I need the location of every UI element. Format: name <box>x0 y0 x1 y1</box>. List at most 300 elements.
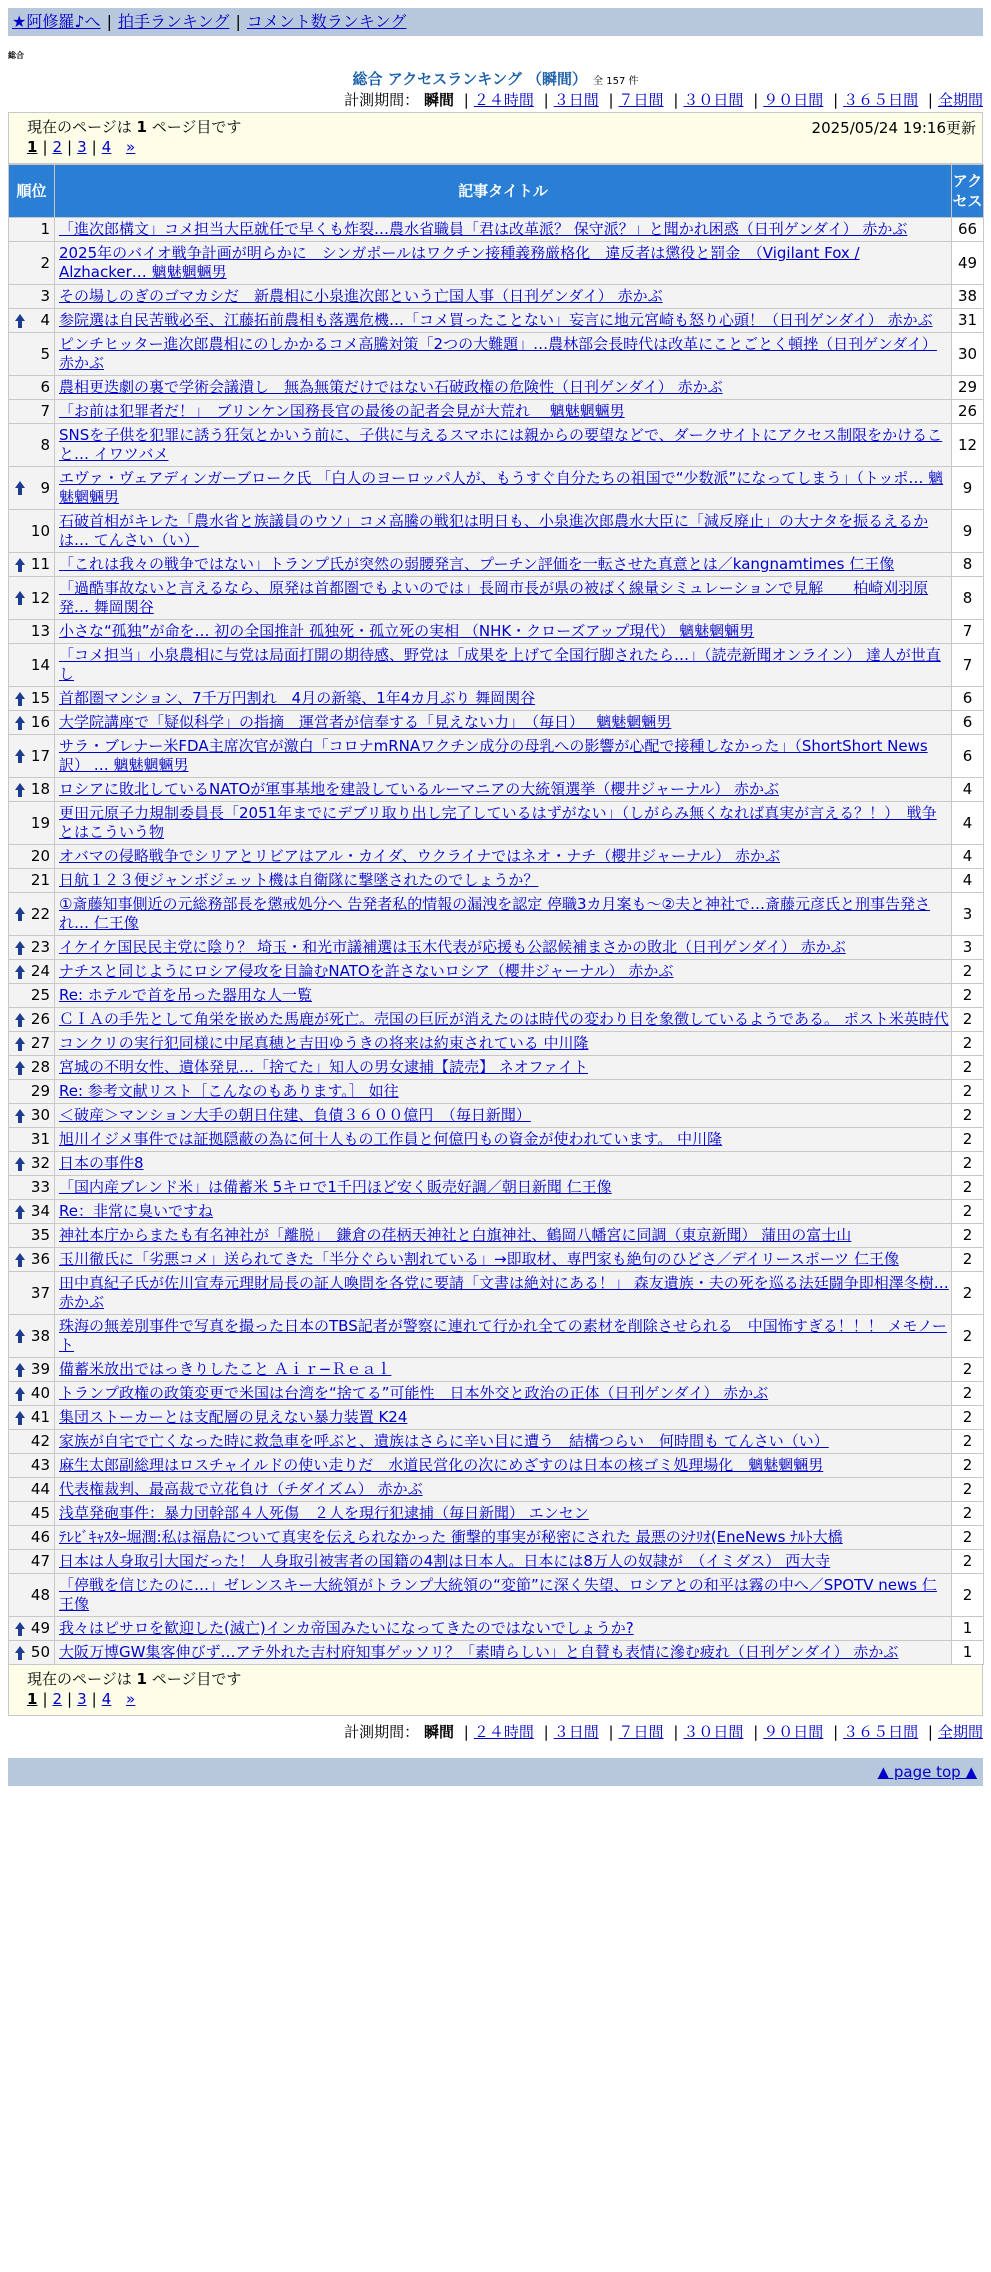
col-access-header: アクセス <box>952 165 984 218</box>
title-cell <box>55 893 952 936</box>
access-count: 49 <box>952 242 984 285</box>
access-count: 2 <box>952 1358 984 1382</box>
access-count: 2 <box>952 1550 984 1574</box>
period-90d[interactable]: ９０日間 <box>763 91 824 109</box>
rank-number: 34 <box>30 1202 50 1220</box>
table-row <box>9 1008 984 1032</box>
article-link[interactable]: ①斎藤知事側近の元総務部長を懲戒処分へ 告発者私的情報の漏洩を認定 停職3カ月案も～②夫と神社で…斎藤元彦氏と刑事告発され… 仁王像 <box>59 895 930 932</box>
title-cell <box>55 400 952 424</box>
title-cell <box>55 285 952 309</box>
rank-cell <box>9 960 55 984</box>
title-cell <box>55 1358 952 1382</box>
access-count: 2 <box>952 1224 984 1248</box>
rank-cell <box>9 1080 55 1104</box>
article-link[interactable]: ＣＩＡの手先として角栄を嵌めた馬鹿が死亡。売国の巨匠が消えたのは時代の変わり目を象徴しているようである。 ポスト米英時代 <box>59 1010 949 1028</box>
pagination: 1 | 2 | 3 | 4 » <box>27 138 136 156</box>
access-count: 2 <box>952 1382 984 1406</box>
title-cell <box>55 1104 952 1128</box>
rank-cell <box>9 869 55 893</box>
title-cell <box>55 845 952 869</box>
title-cell <box>55 242 952 285</box>
table-row <box>9 285 984 309</box>
table-row <box>9 1617 984 1641</box>
rank-cell <box>9 242 55 285</box>
article-link[interactable]: 我々はピサロを歓迎した(滅亡)インカ帝国みたいになってきたのではないでしょうか? <box>59 1619 634 1637</box>
title-cell <box>55 1200 952 1224</box>
period-label: 計測期間： <box>344 91 420 109</box>
rank-up-arrow-icon <box>15 783 25 790</box>
pager-info: 現在のページは 1 ページ目です <box>27 118 242 136</box>
access-count: 2 <box>952 960 984 984</box>
rank-up-arrow-icon <box>15 558 25 565</box>
access-count: 26 <box>952 400 984 424</box>
rank-cell <box>9 1224 55 1248</box>
title-cell <box>55 711 952 735</box>
access-count: 31 <box>952 309 984 333</box>
access-count: 6 <box>952 735 984 778</box>
access-count: 2 <box>952 1478 984 1502</box>
article-link[interactable]: エヴァ・ヴェアディンガーブローク氏 「白人のヨーロッパ人が、もうすぐ自分たちの祖国で“少数派”になってしまう」（トッポ… 魑魅魍魎男 <box>59 469 944 506</box>
pager-top <box>8 112 983 164</box>
table-row <box>9 960 984 984</box>
rank-cell <box>9 333 55 376</box>
access-count: 4 <box>952 778 984 802</box>
article-link[interactable]: ＜破産＞マンション大手の朝日住建、負債３６００億円 （毎日新聞） <box>59 1106 531 1124</box>
rank-number: 41 <box>30 1408 50 1426</box>
table-row <box>9 1056 984 1080</box>
page-current: 1 <box>27 138 38 156</box>
rank-number: 49 <box>30 1619 50 1637</box>
table-row <box>9 1406 984 1430</box>
page-link-3-bottom[interactable]: 3 <box>77 1690 87 1708</box>
table-row <box>9 1502 984 1526</box>
title-cell <box>55 869 952 893</box>
article-link[interactable]: トランプ政権の政策変更で米国は台湾を“捨てる”可能性 日本外交と政治の正体（日刊ゲンダイ） 赤かぶ <box>59 1384 769 1402</box>
article-link[interactable]: 参院選は自民苦戦必至、江藤拓前農相も落選危機…「コメ買ったことない」妄言に地元宮崎も怒り心頭！（日刊ゲンダイ） 赤かぶ <box>59 311 933 329</box>
access-count: 2 <box>952 1104 984 1128</box>
rank-up-arrow-icon <box>15 1013 25 1020</box>
table-row <box>9 218 984 242</box>
period-365d-bottom[interactable]: ３６５日間 <box>843 1723 919 1741</box>
rank-number: 20 <box>30 847 50 865</box>
title-cell <box>55 1056 952 1080</box>
article-link[interactable]: その場しのぎのゴマカシだ 新農相に小泉進次郎という亡国人事（日刊ゲンダイ） 赤かぶ <box>59 287 663 305</box>
article-link[interactable]: サラ・ブレナー米FDA主席次官が激白「コロナmRNAワクチン成分の母乳への影響が心配で接種しなかった」（ShortShort News訳） … 魑魅魍魎男 <box>59 737 928 774</box>
rank-number: 33 <box>30 1178 50 1196</box>
footer-bar <box>8 1758 983 1786</box>
page-link-2-bottom[interactable]: 2 <box>52 1690 63 1708</box>
article-link[interactable]: 浅草発砲事件：暴力団幹部４人死傷 ２人を現行犯逮捕（毎日新聞） エンセン <box>59 1504 589 1522</box>
article-link[interactable]: 「お前は犯罪者だ！」 ブリンケン国務長官の最後の記者会見が大荒れ 魑魅魍魎男 <box>59 402 625 420</box>
rank-number: 18 <box>30 780 50 798</box>
rank-cell <box>9 1641 55 1665</box>
page-title <box>8 68 983 88</box>
page-link-2[interactable]: 2 <box>52 138 63 156</box>
rank-number: 5 <box>40 344 50 363</box>
rank-number: 35 <box>30 1226 50 1244</box>
table-row <box>9 1526 984 1550</box>
category-label: 総合 <box>8 51 24 60</box>
rank-up-arrow-icon <box>15 941 25 948</box>
access-count: 2 <box>952 1056 984 1080</box>
col-rank-header: 順位 <box>9 165 55 218</box>
table-row <box>9 802 984 845</box>
article-link[interactable]: 神社本庁からまたも有名神社が「離脱」 鎌倉の荏柄天神社と白旗神社、鶴岡八幡宮に同調（東京新聞） 蒲田の富士山 <box>59 1226 852 1244</box>
article-link[interactable]: ナチスと同じようにロシア侵攻を目論むNATOを許さないロシア（櫻井ジャーナル） 赤かぶ <box>59 962 674 980</box>
title-cell <box>55 1315 952 1358</box>
rank-cell <box>9 1128 55 1152</box>
table-row <box>9 242 984 285</box>
pager-info-bottom: 現在のページは 1 ページ目です <box>27 1670 242 1688</box>
title-cell <box>55 1526 952 1550</box>
rank-up-arrow-icon <box>15 1109 25 1116</box>
rank-number: 3 <box>40 287 50 305</box>
title-cell <box>55 1248 952 1272</box>
article-link[interactable]: 田中真紀子氏が佐川宣寿元理財局長の証人喚問を各党に要請「文書は絶対にある！」 森友遺族・夫の死を巡る法廷闘争即相澤冬樹… 赤かぶ <box>59 1274 949 1311</box>
rank-number: 31 <box>30 1130 50 1148</box>
article-link[interactable]: Re：非常に臭いですね <box>59 1202 213 1220</box>
article-link[interactable]: ﾃﾚﾋﾞｷｬｽﾀｰ堀潤:私は福島について真実を伝えられなかった 衝撃的事実が秘密にされた 最悪のｼﾅﾘｵ(EneNews ﾅﾙﾄ大橋 <box>59 1528 843 1546</box>
rank-up-arrow-icon <box>15 1205 25 1212</box>
table-row <box>9 1224 984 1248</box>
title-cell <box>55 309 952 333</box>
access-count: 2 <box>952 1200 984 1224</box>
rank-number: 8 <box>40 435 50 454</box>
article-link[interactable]: 「コメ担当」小泉農相に与党は局面打開の期待感、野党は「成果を上げて全国行脚されたら…」（読売新聞オンライン） 達人が世直し <box>59 646 941 683</box>
period-3d-bottom[interactable]: ３日間 <box>553 1723 599 1741</box>
article-link[interactable]: 「過酷事故ないと言えるなら、原発は首都圏でもよいのでは」長岡市長が県の被ばく線量シミュレーションで見解 柏崎刈羽原発… 舞岡関谷 <box>59 579 929 616</box>
rank-cell <box>9 1430 55 1454</box>
article-link[interactable]: SNSを子供を犯罪に誘う狂気とかいう前に、子供に与えるスマホには親からの要望などで、ダークサイトにアクセス制限をかけること… イワツバメ <box>59 426 943 463</box>
title-cell <box>55 333 952 376</box>
period-30d-bottom[interactable]: ３０日間 <box>683 1723 744 1741</box>
rank-cell <box>9 1526 55 1550</box>
home-link[interactable]: ★阿修羅♪へ <box>12 12 101 31</box>
access-count: 6 <box>952 687 984 711</box>
article-link[interactable]: ロシアに敗北しているNATOが軍事基地を建設しているルーマニアの大統領選挙（櫻井ジャーナル） 赤かぶ <box>59 780 780 798</box>
period-7d-bottom[interactable]: ７日間 <box>618 1723 664 1741</box>
rank-number: 17 <box>30 746 50 765</box>
access-count: 9 <box>952 467 984 510</box>
rank-number: 29 <box>30 1082 50 1100</box>
access-count: 7 <box>952 644 984 687</box>
rank-cell <box>9 1382 55 1406</box>
period-365d[interactable]: ３６５日間 <box>843 91 919 109</box>
title-cell <box>55 376 952 400</box>
table-row <box>9 400 984 424</box>
article-link[interactable]: 日本の事件8 <box>59 1154 144 1172</box>
rank-number: 11 <box>30 555 50 573</box>
period-24h-bottom[interactable]: ２４時間 <box>473 1723 534 1741</box>
table-row <box>9 1104 984 1128</box>
article-link[interactable]: 「国内産ブレンド米」は備蓄米 5キロで1千円ほど安く販売好調／朝日新聞 仁王像 <box>59 1178 612 1196</box>
table-row <box>9 309 984 333</box>
pager-bottom <box>8 1665 983 1716</box>
pagination-bottom: 1 | 2 | 3 | 4 » <box>27 1690 136 1708</box>
period-selector-top: 計測期間： 瞬間 | ２４時間 | ３日間 | ７日間 | ３０日間 | ９０日間 | ３６５日間 | 全期間 <box>344 91 983 109</box>
article-link[interactable]: コンクリの実行犯同様に中尾真穂と吉田ゆうきの将来は約束されている 中川隆 <box>59 1034 589 1052</box>
rank-up-arrow-icon <box>15 749 25 756</box>
page-next-bottom[interactable]: » <box>126 1690 136 1708</box>
article-link[interactable]: 「これは我々の戦争ではない」トランプ氏が突然の弱腰発言、プーチン評価を一転させた真意とは／kangnamtimes 仁王像 <box>59 555 895 573</box>
rank-cell <box>9 424 55 467</box>
access-count: 2 <box>952 1032 984 1056</box>
access-count: 2 <box>952 1008 984 1032</box>
rank-cell <box>9 1478 55 1502</box>
rank-cell <box>9 936 55 960</box>
title-cell <box>55 577 952 620</box>
access-count: 2 <box>952 1502 984 1526</box>
rank-cell <box>9 218 55 242</box>
access-count: 2 <box>952 1272 984 1315</box>
article-link[interactable]: 「停戦を信じたのに…」ゼレンスキー大統領がトランプ大統領の“変節”に深く失望、ロシアとの和平は霧の中へ／SPOTV news 仁王像 <box>59 1576 937 1613</box>
rank-cell <box>9 510 55 553</box>
period-7d[interactable]: ７日間 <box>618 91 664 109</box>
rank-cell <box>9 644 55 687</box>
title-cell <box>55 1176 952 1200</box>
rank-number: 12 <box>30 588 50 607</box>
article-link[interactable]: 大阪万博GW集客伸びず…アテ外れた吉村府知事ゲッソリ？「素晴らしい」と自賛も表情に滲む疲れ（日刊ゲンダイ） 赤かぶ <box>59 1643 899 1661</box>
article-link[interactable]: 更田元原子力規制委員長「2051年までにデブリ取り出し完了しているはずがない」（しがらみ無くなれば真実が言える？！） 戦争とはこういう物 <box>59 804 937 841</box>
access-count: 2 <box>952 1248 984 1272</box>
rank-cell <box>9 1617 55 1641</box>
rank-cell <box>9 735 55 778</box>
rank-cell <box>9 687 55 711</box>
rank-cell <box>9 553 55 577</box>
table-row <box>9 1430 984 1454</box>
rank-cell <box>9 620 55 644</box>
period-all[interactable]: 全期間 <box>937 91 983 109</box>
access-count: 66 <box>952 218 984 242</box>
table-row <box>9 845 984 869</box>
rank-number: 48 <box>30 1585 50 1604</box>
access-count: 2 <box>952 1315 984 1358</box>
title-cell <box>55 936 952 960</box>
rank-number: 43 <box>30 1456 50 1474</box>
rank-number: 27 <box>30 1034 50 1052</box>
rank-number: 42 <box>30 1432 50 1450</box>
rank-number: 13 <box>30 622 50 640</box>
article-link[interactable]: 石破首相がキレた「農水省と族議員のウソ」コメ高騰の戦犯は明日も、小泉進次郎農水大臣に「減反廃止」の大ナタを振るえるかは… てんさい（い） <box>59 512 929 549</box>
rank-number: 46 <box>30 1528 50 1546</box>
title-cell <box>55 1430 952 1454</box>
title-cell <box>55 1080 952 1104</box>
article-link[interactable]: 小さな“孤独”が命を… 初の全国推計 孤独死・孤立死の実相 （NHK・クローズアップ現代） 魑魅魍魎男 <box>59 622 755 640</box>
access-count: 2 <box>952 1152 984 1176</box>
rank-up-arrow-icon <box>15 1037 25 1044</box>
table-header-row <box>9 165 984 218</box>
title-cell <box>55 1272 952 1315</box>
rank-number: 28 <box>30 1058 50 1076</box>
title-cell <box>55 218 952 242</box>
page-link-4-bottom[interactable]: 4 <box>101 1690 112 1708</box>
access-count: 2 <box>952 1526 984 1550</box>
access-count: 12 <box>952 424 984 467</box>
title-cell <box>55 467 952 510</box>
article-link[interactable]: イケイケ国民民主党に陰り？ 埼玉・和光市議補選は玉木代表が応援も公認候補まさかの敗北（日刊ゲンダイ） 赤かぶ <box>59 938 846 956</box>
period-current: 瞬間 <box>423 91 454 109</box>
title-cell <box>55 1008 952 1032</box>
title-cell <box>55 1574 952 1617</box>
rank-number: 4 <box>40 311 50 329</box>
title-cell <box>55 1152 952 1176</box>
rank-up-arrow-icon <box>15 1363 25 1370</box>
rank-up-arrow-icon <box>15 1646 25 1653</box>
access-count: 29 <box>952 376 984 400</box>
access-count: 9 <box>952 510 984 553</box>
table-row <box>9 376 984 400</box>
table-row <box>9 1248 984 1272</box>
page-link-4[interactable]: 4 <box>101 138 112 156</box>
rank-number: 7 <box>40 402 50 420</box>
rank-up-arrow-icon <box>15 907 25 914</box>
article-link[interactable]: 旭川イジメ事件では証拠隠蔽の為に何十人もの工作員と何億円もの資金が使われています。 中川隆 <box>59 1130 723 1148</box>
title-cell <box>55 1382 952 1406</box>
title-cell <box>55 1406 952 1430</box>
article-link[interactable]: 珠海の無差別事件で写真を撮った日本のTBS記者が警察に連れて行かれ全ての素材を削除させられる 中国怖すぎる！！！ メモノート <box>59 1317 947 1354</box>
title-cell <box>55 510 952 553</box>
article-link[interactable]: 「進次郎構文」コメ担当大臣就任で早くも炸裂…農水省職員「君は改革派？ 保守派？」と聞かれ困惑（日刊ゲンダイ） 赤かぶ <box>59 220 908 238</box>
rank-cell <box>9 1152 55 1176</box>
table-row <box>9 1315 984 1358</box>
rank-number: 36 <box>30 1250 50 1268</box>
title-cell <box>55 1128 952 1152</box>
rank-cell <box>9 577 55 620</box>
rank-cell <box>9 1574 55 1617</box>
table-row <box>9 424 984 467</box>
period-30d[interactable]: ３０日間 <box>683 91 744 109</box>
rank-up-arrow-icon <box>15 591 25 598</box>
table-row <box>9 333 984 376</box>
table-row <box>9 1574 984 1617</box>
rank-number: 16 <box>30 713 50 731</box>
table-row <box>9 1454 984 1478</box>
rank-cell <box>9 1008 55 1032</box>
rank-cell <box>9 285 55 309</box>
rank-up-arrow-icon <box>15 481 25 488</box>
rank-number: 22 <box>30 904 50 923</box>
table-row <box>9 893 984 936</box>
col-title-header: 記事タイトル <box>55 165 952 218</box>
article-link[interactable]: 備蓄米放出ではっきりしたこと Ａｉｒ−Ｒｅａｌ <box>59 1360 392 1378</box>
article-link[interactable]: Re: ホテルで首を吊った器用な人一覧 <box>59 986 313 1004</box>
access-count: 2 <box>952 1406 984 1430</box>
rank-number: 10 <box>30 521 50 540</box>
rank-cell <box>9 1176 55 1200</box>
table-row <box>9 1176 984 1200</box>
access-count: 2 <box>952 1574 984 1617</box>
table-row <box>9 936 984 960</box>
period-24h[interactable]: ２４時間 <box>473 91 534 109</box>
rank-number: 45 <box>30 1504 50 1522</box>
article-link[interactable]: Re: 参考文献リスト［こんなのもあります。］ 如往 <box>59 1082 399 1100</box>
rank-cell <box>9 1056 55 1080</box>
comment-ranking-link[interactable]: コメント数ランキング <box>246 12 407 31</box>
article-link[interactable]: 日本は人身取引大国だった！ 人身取引被害者の国籍の4割は日本人。日本には8万人の奴隷が （イミダス） 西大寺 <box>59 1552 831 1570</box>
table-row <box>9 869 984 893</box>
rank-cell <box>9 1272 55 1315</box>
title-cell <box>55 1617 952 1641</box>
article-link[interactable]: 玉川徹氏に「劣悪コメ」送られてきた「半分ぐらい割れている」→即取材、専門家も絶句のひどさ／デイリースポーツ 仁王像 <box>59 1250 899 1268</box>
period-3d[interactable]: ３日間 <box>553 91 599 109</box>
rank-number: 26 <box>30 1010 50 1028</box>
page-link-3[interactable]: 3 <box>77 138 87 156</box>
rank-cell <box>9 400 55 424</box>
rank-up-arrow-icon <box>15 1387 25 1394</box>
page-top-link[interactable]: ▲ page top ▲ <box>877 1763 977 1781</box>
article-link[interactable]: 日航１２３便ジャンボジェット機は自衛隊に撃墜されたのでしょうか？ <box>59 871 539 889</box>
access-count: 2 <box>952 1128 984 1152</box>
article-link[interactable]: 家族が自宅で亡くなった時に救急車を呼ぶと、遺族はさらに辛い目に遭う 結構つらい 何時間も てんさい（い） <box>59 1432 829 1450</box>
article-link[interactable]: 大学院講座で「疑似科学」の指摘 運営者が信奉する「見えない力」 （毎日） 魑魅魍魎男 <box>59 713 672 731</box>
title-cell <box>55 1641 952 1665</box>
article-link[interactable]: ピンチヒッター進次郎農相にのしかかるコメ高騰対策「2つの大難題」…農林部会長時代は改革にことごとく頓挫（日刊ゲンダイ） 赤かぶ <box>59 335 937 372</box>
access-count: 1 <box>952 1641 984 1665</box>
ranking-table <box>8 164 984 1665</box>
table-row <box>9 510 984 553</box>
table-row <box>9 1080 984 1104</box>
article-link[interactable]: 麻生太郎副総理はロスチャイルドの使い走りだ 水道民営化の次にめざすのは日本の核ゴミ処理場化 魑魅魍魎男 <box>59 1456 824 1474</box>
title-cell <box>55 984 952 1008</box>
rank-number: 37 <box>30 1283 50 1302</box>
access-count: 7 <box>952 620 984 644</box>
page-title-text: 総合 アクセスランキング （瞬間） <box>352 70 588 88</box>
table-row <box>9 644 984 687</box>
rank-number: 19 <box>30 813 50 832</box>
rank-cell <box>9 845 55 869</box>
table-row <box>9 1152 984 1176</box>
article-link[interactable]: 2025年のバイオ戦争計画が明らかに シンガポールはワクチン接種義務厳格化 違反者は懲役と罰金 （Vigilant Fox / Alzhacker… 魑魅魍魎男 <box>59 244 860 281</box>
clap-ranking-link[interactable]: 拍手ランキング <box>117 12 230 31</box>
article-link[interactable]: 宮城の不明女性、遺体発見…「捨てた」知人の男女逮捕【読売】 ネオファイト <box>59 1058 589 1076</box>
table-row <box>9 467 984 510</box>
article-link[interactable]: 農相更迭劇の裏で学術会議潰し 無為無策だけではない石破政権の危険性（日刊ゲンダイ） 赤かぶ <box>59 378 723 396</box>
article-link[interactable]: 代表権裁判、最高裁で立花負け（チダイズム） 赤かぶ <box>59 1480 423 1498</box>
title-cell <box>55 424 952 467</box>
period-selector-bottom: 計測期間： 瞬間 | ２４時間 | ３日間 | ７日間 | ３０日間 | ９０日間 | ３６５日間 | 全期間 <box>344 1723 983 1741</box>
page-next[interactable]: » <box>126 138 136 156</box>
access-count: 8 <box>952 553 984 577</box>
article-link[interactable]: 集団ストーカーとは支配層の見えない暴力装置 K24 <box>59 1408 408 1426</box>
rank-number: 47 <box>30 1552 50 1570</box>
rank-cell <box>9 1248 55 1272</box>
rank-cell <box>9 802 55 845</box>
access-count: 2 <box>952 984 984 1008</box>
access-count: 2 <box>952 1454 984 1478</box>
updated-timestamp: 2025/05/24 19:16更新 <box>811 119 976 137</box>
rank-up-arrow-icon <box>15 965 25 972</box>
rank-number: 44 <box>30 1480 50 1498</box>
title-cell <box>55 735 952 778</box>
rank-cell <box>9 1502 55 1526</box>
article-link[interactable]: 首都圏マンション、7千万円割れ 4月の新築、1年4カ月ぶり 舞岡関谷 <box>59 689 536 707</box>
rank-cell <box>9 1550 55 1574</box>
title-cell <box>55 1478 952 1502</box>
rank-up-arrow-icon <box>15 1253 25 1260</box>
table-row <box>9 577 984 620</box>
period-all-bottom[interactable]: 全期間 <box>937 1723 983 1741</box>
rank-number: 2 <box>40 253 50 272</box>
rank-up-arrow-icon <box>15 1157 25 1164</box>
table-row <box>9 984 984 1008</box>
title-cell <box>55 687 952 711</box>
article-link[interactable]: オバマの侵略戦争でシリアとリビアはアル・カイダ、ウクライナではネオ・ナチ（櫻井ジャーナル） 赤かぶ <box>59 847 781 865</box>
title-cell <box>55 1550 952 1574</box>
period-90d-bottom[interactable]: ９０日間 <box>763 1723 824 1741</box>
title-cell <box>55 1032 952 1056</box>
table-row <box>9 735 984 778</box>
top-nav-bar: ★阿修羅♪へ | 拍手ランキング | コメント数ランキング <box>8 8 983 36</box>
